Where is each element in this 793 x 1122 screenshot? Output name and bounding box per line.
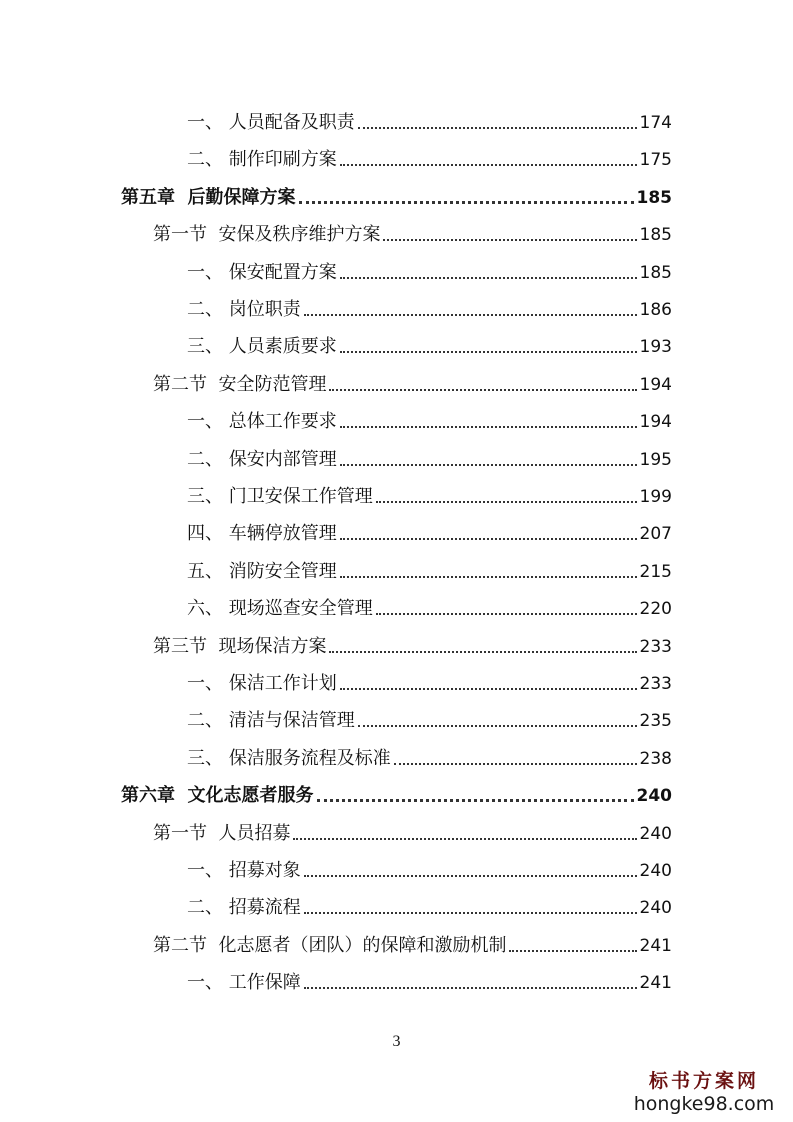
dot-leader (376, 613, 637, 615)
toc-entry-page: 185 (636, 187, 672, 208)
toc-entry[interactable] (153, 366, 672, 396)
dot-leader (383, 239, 636, 241)
toc-entry[interactable] (187, 590, 672, 620)
toc-entry-label: 二、 制作印刷方案 (187, 149, 337, 171)
dot-leader (340, 688, 637, 690)
toc-entry[interactable] (153, 628, 672, 658)
dot-leader (329, 389, 636, 391)
toc-entry[interactable] (187, 702, 672, 732)
toc-entry-label: 二、 保安内部管理 (187, 448, 337, 470)
toc-entry[interactable] (153, 927, 672, 957)
toc-entry-label: 一、 人员配备及职责 (187, 112, 355, 133)
toc-entry[interactable] (121, 777, 672, 807)
toc-entry-label: 二、 招募流程 (187, 897, 301, 919)
toc-entry-label: 第六章 文化志愿者服务 (121, 785, 314, 807)
toc-entry-page: 174 (639, 113, 672, 133)
toc-entry-page: 233 (639, 674, 672, 694)
toc-entry-page: 185 (639, 225, 672, 246)
dot-leader (304, 912, 637, 914)
toc-entry-label: 三、 门卫安保工作管理 (187, 486, 373, 507)
toc-entry-label: 五、 消防安全管理 (187, 560, 337, 582)
dot-leader (340, 464, 637, 466)
toc-entry[interactable] (187, 665, 672, 695)
toc-entry-label: 三、 保洁服务流程及标准 (187, 747, 391, 769)
toc-entry-page: 235 (639, 711, 672, 732)
toc-entry-label: 第一节 人员招募 (153, 822, 291, 844)
page-number: 3 (392, 1033, 401, 1050)
dot-leader (340, 576, 637, 578)
toc-entry-page: 207 (639, 524, 672, 545)
toc-entry[interactable] (187, 441, 672, 471)
toc-entry-label: 第二节 化志愿者（团队）的保障和激励机制 (153, 934, 507, 956)
toc-entry-label: 第一节 安保及秩序维护方案 (153, 224, 381, 246)
dot-leader (317, 799, 634, 802)
toc-entry[interactable] (187, 254, 672, 284)
dot-leader (340, 351, 637, 353)
toc-entry-label: 一、 总体工作要求 (187, 411, 337, 433)
toc-entry-page: 185 (639, 262, 672, 283)
dot-leader (340, 426, 637, 428)
toc-entry-page: 240 (639, 861, 672, 881)
toc-entry[interactable] (187, 141, 672, 171)
toc-entry[interactable] (187, 328, 672, 358)
toc-entry[interactable] (153, 815, 672, 845)
toc-entry-label: 一、 工作保障 (187, 972, 301, 994)
toc-entry-label: 三、 人员素质要求 (187, 336, 337, 358)
dot-leader (340, 164, 637, 166)
watermark-url: hongke98.com (633, 1093, 775, 1115)
toc-entry[interactable] (153, 216, 672, 246)
dot-leader (358, 127, 637, 129)
toc-entry-page: 175 (639, 150, 672, 171)
toc-entry-page: 194 (639, 412, 672, 433)
dot-leader (376, 501, 637, 503)
dot-leader (394, 763, 637, 765)
toc-entry[interactable] (187, 889, 672, 919)
dot-leader (329, 651, 636, 653)
dot-leader (304, 314, 637, 316)
toc-entry-label: 二、 清洁与保洁管理 (187, 710, 355, 732)
dot-leader (299, 201, 634, 204)
toc-entry-page: 240 (639, 823, 672, 844)
toc-entry[interactable] (187, 403, 672, 433)
toc-entry-page: 193 (639, 337, 672, 358)
toc-entry-page: 186 (639, 300, 672, 320)
toc-entry-label: 四、 车辆停放管理 (187, 523, 337, 545)
dot-leader (340, 277, 637, 279)
toc-entry-label: 第二节 安全防范管理 (153, 373, 327, 395)
dot-leader (304, 875, 637, 877)
watermark-name: 标书方案网 (648, 1070, 759, 1092)
toc-entry-label: 六、 现场巡查安全管理 (187, 598, 373, 620)
dot-leader (509, 950, 636, 952)
dot-leader (293, 838, 636, 840)
toc-entry-label: 一、 招募对象 (187, 860, 301, 881)
toc-entry-page: 195 (639, 449, 672, 470)
toc-entry[interactable] (187, 478, 672, 508)
toc-entry-page: 199 (639, 487, 672, 507)
toc-entry-page: 238 (639, 748, 672, 769)
toc-entry-label: 二、 岗位职责 (187, 299, 301, 320)
toc-entry-label: 第三节 现场保洁方案 (153, 635, 327, 657)
toc-entry[interactable] (187, 740, 672, 770)
toc-entry-page: 233 (639, 636, 672, 657)
toc-entry-page: 220 (639, 599, 672, 620)
toc-entry-label: 一、 保洁工作计划 (187, 673, 337, 694)
toc-entry[interactable] (187, 964, 672, 994)
toc-entry-page: 194 (639, 374, 672, 395)
toc-entry[interactable] (187, 104, 672, 134)
toc-entry[interactable] (187, 852, 672, 882)
toc-entry[interactable] (121, 179, 672, 209)
toc-entry-label: 第五章 后勤保障方案 (121, 186, 296, 208)
dot-leader (358, 725, 637, 727)
toc-entry-page: 240 (639, 898, 672, 919)
toc-entry-page: 215 (639, 561, 672, 582)
toc-entry-page: 240 (636, 786, 672, 807)
watermark (629, 1070, 779, 1116)
toc-entry-page: 241 (639, 935, 672, 956)
toc-entry-page: 241 (639, 973, 672, 994)
dot-leader (340, 538, 637, 540)
dot-leader (304, 987, 637, 989)
toc-entry-label: 一、 保安配置方案 (187, 261, 337, 283)
toc-entry[interactable] (187, 291, 672, 321)
toc-entry[interactable] (187, 553, 672, 583)
toc-entry[interactable] (187, 515, 672, 545)
